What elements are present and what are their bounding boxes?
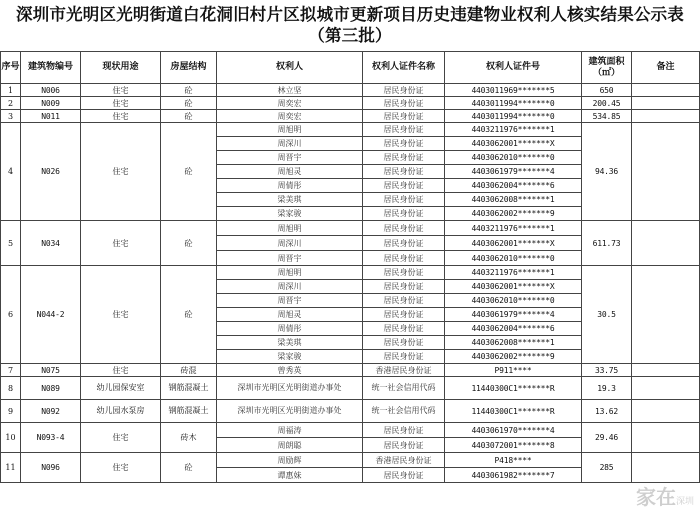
cell-owner: 谭惠妹 (217, 468, 363, 483)
cell-cert-name: 居民身份证 (363, 193, 445, 207)
cell-seq: 6 (1, 266, 21, 364)
watermark (636, 481, 694, 510)
cell-owner: 梁美琪 (217, 193, 363, 207)
cell-cert-no: 4403062004*******6 (445, 322, 582, 336)
cell-cert-name: 居民身份证 (363, 110, 445, 123)
cell-remark (632, 364, 700, 377)
cell-seq: 3 (1, 110, 21, 123)
cell-owner: 周倩彤 (217, 322, 363, 336)
cell-building-no: N006 (21, 84, 81, 97)
header-usage: 现状用途 (81, 52, 161, 84)
table-row (1, 423, 700, 438)
cell-cert-name: 香港居民身份证 (363, 364, 445, 377)
header-remark: 备注 (632, 52, 700, 84)
cell-cert-no: 11440300C1*******R (445, 377, 582, 400)
cell-cert-name: 居民身份证 (363, 97, 445, 110)
cell-cert-no: 4403062008*******1 (445, 193, 582, 207)
cell-area: 285 (582, 453, 632, 483)
cell-owner: 周旭明 (217, 123, 363, 137)
cell-owner: 周旭明 (217, 221, 363, 236)
cell-usage: 住宅 (81, 221, 161, 266)
cell-seq: 5 (1, 221, 21, 266)
header-building-no: 建筑物编号 (21, 52, 81, 84)
cell-cert-name: 居民身份证 (363, 336, 445, 350)
cell-cert-no: 4403062010*******0 (445, 151, 582, 165)
cell-cert-no: 4403211976*******1 (445, 266, 582, 280)
cell-seq: 10 (1, 423, 21, 453)
cell-cert-name: 居民身份证 (363, 165, 445, 179)
cell-owner: 周深川 (217, 137, 363, 151)
cell-cert-name: 居民身份证 (363, 294, 445, 308)
cell-structure: 砼 (161, 453, 217, 483)
cell-owner: 周旭灵 (217, 165, 363, 179)
cell-owner: 周旭灵 (217, 308, 363, 322)
cell-cert-no: 4403062004*******6 (445, 179, 582, 193)
header-area: 建筑面积（㎡） (582, 52, 632, 84)
cell-cert-no: P418**** (445, 453, 582, 468)
cell-cert-no: 4403061979*******4 (445, 165, 582, 179)
cell-cert-name: 居民身份证 (363, 266, 445, 280)
cell-building-no: N096 (21, 453, 81, 483)
cell-structure: 砼 (161, 97, 217, 110)
notice-table (0, 51, 700, 483)
cell-cert-no: 4403011994*******0 (445, 110, 582, 123)
cell-usage: 幼儿园水泵房 (81, 400, 161, 423)
cell-area: 29.46 (582, 423, 632, 453)
cell-remark (632, 123, 700, 221)
cell-building-no: N044-2 (21, 266, 81, 364)
cell-structure: 砖木 (161, 423, 217, 453)
cell-structure: 砼 (161, 110, 217, 123)
cell-owner: 周励辉 (217, 453, 363, 468)
cell-structure: 砼 (161, 123, 217, 221)
cell-building-no: N034 (21, 221, 81, 266)
cell-owner: 周晋宇 (217, 294, 363, 308)
cell-cert-name: 居民身份证 (363, 207, 445, 221)
cell-cert-no: 4403062001*******X (445, 137, 582, 151)
title-line-1: 深圳市光明区光明街道白花洞旧村片区拟城市更新项目历史违建物业权利人核实结果公示表 (16, 5, 684, 24)
title-line-2: （第三批） (308, 26, 392, 45)
cell-owner: 深圳市光明区光明街道办事处 (217, 377, 363, 400)
cell-usage: 住宅 (81, 110, 161, 123)
cell-remark (632, 110, 700, 123)
cell-cert-no: 4403011969*******5 (445, 84, 582, 97)
cell-remark (632, 97, 700, 110)
cell-area: 13.62 (582, 400, 632, 423)
cell-structure: 砼 (161, 84, 217, 97)
cell-cert-no: 4403062002*******9 (445, 350, 582, 364)
cell-structure: 砖混 (161, 364, 217, 377)
cell-cert-name: 统一社会信用代码 (363, 400, 445, 423)
cell-cert-no: 4403062001*******X (445, 236, 582, 251)
table-row (1, 266, 700, 280)
cell-usage: 住宅 (81, 364, 161, 377)
cell-owner: 梁家骏 (217, 207, 363, 221)
cell-usage: 幼儿园保安室 (81, 377, 161, 400)
cell-owner: 周晋宇 (217, 151, 363, 165)
cell-owner: 梁美琪 (217, 336, 363, 350)
cell-cert-no: 4403062010*******0 (445, 294, 582, 308)
header-cert-name: 权利人证件名称 (363, 52, 445, 84)
cell-cert-name: 居民身份证 (363, 137, 445, 151)
cell-owner: 周奕宏 (217, 97, 363, 110)
cell-cert-name: 居民身份证 (363, 123, 445, 137)
cell-area: 30.5 (582, 266, 632, 364)
table-row (1, 400, 700, 423)
cell-area: 200.45 (582, 97, 632, 110)
cell-cert-name: 居民身份证 (363, 251, 445, 266)
cell-cert-name: 居民身份证 (363, 179, 445, 193)
cell-usage: 住宅 (81, 266, 161, 364)
cell-cert-name: 居民身份证 (363, 221, 445, 236)
cell-cert-no: 11440300C1*******R (445, 400, 582, 423)
cell-remark (632, 266, 700, 364)
cell-building-no: N093-4 (21, 423, 81, 453)
cell-cert-name: 居民身份证 (363, 280, 445, 294)
cell-remark (632, 423, 700, 453)
cell-structure: 钢筋混凝土 (161, 377, 217, 400)
cell-cert-name: 居民身份证 (363, 438, 445, 453)
cell-cert-name: 居民身份证 (363, 151, 445, 165)
cell-cert-no: 4403062008*******1 (445, 336, 582, 350)
table-header-row (1, 52, 700, 84)
header-seq: 序号 (1, 52, 21, 84)
cell-usage: 住宅 (81, 453, 161, 483)
cell-cert-no: 4403062010*******0 (445, 251, 582, 266)
cell-area: 611.73 (582, 221, 632, 266)
page-title (0, 0, 700, 46)
cell-area: 650 (582, 84, 632, 97)
cell-owner: 周深川 (217, 280, 363, 294)
cell-seq: 2 (1, 97, 21, 110)
cell-seq: 11 (1, 453, 21, 483)
cell-cert-name: 居民身份证 (363, 84, 445, 97)
cell-cert-no: 4403062001*******X (445, 280, 582, 294)
cell-structure: 钢筋混凝土 (161, 400, 217, 423)
header-structure: 房屋结构 (161, 52, 217, 84)
table-row (1, 364, 700, 377)
table-row (1, 123, 700, 137)
cell-remark (632, 221, 700, 266)
cell-cert-name: 香港居民身份证 (363, 453, 445, 468)
cell-owner: 周倩彤 (217, 179, 363, 193)
table-body (1, 84, 700, 483)
cell-cert-name: 统一社会信用代码 (363, 377, 445, 400)
cell-cert-name: 居民身份证 (363, 236, 445, 251)
cell-seq: 7 (1, 364, 21, 377)
cell-cert-no: 4403061979*******4 (445, 308, 582, 322)
cell-area: 534.85 (582, 110, 632, 123)
table-row (1, 97, 700, 110)
cell-cert-name: 居民身份证 (363, 322, 445, 336)
cell-building-no: N026 (21, 123, 81, 221)
cell-building-no: N009 (21, 97, 81, 110)
header-cert-no: 权利人证件号 (445, 52, 582, 84)
cell-usage: 住宅 (81, 97, 161, 110)
cell-owner: 周福涛 (217, 423, 363, 438)
cell-owner: 曾秀英 (217, 364, 363, 377)
header-owner: 权利人 (217, 52, 363, 84)
cell-cert-name: 居民身份证 (363, 350, 445, 364)
cell-seq: 1 (1, 84, 21, 97)
cell-seq: 4 (1, 123, 21, 221)
cell-area: 19.3 (582, 377, 632, 400)
cell-structure: 砼 (161, 266, 217, 364)
cell-building-no: N089 (21, 377, 81, 400)
cell-remark (632, 453, 700, 483)
table-row (1, 84, 700, 97)
cell-remark (632, 84, 700, 97)
cell-usage: 住宅 (81, 84, 161, 97)
cell-owner: 林立坚 (217, 84, 363, 97)
cell-owner: 周朗聪 (217, 438, 363, 453)
cell-cert-name: 居民身份证 (363, 468, 445, 483)
cell-cert-no: 4403211976*******1 (445, 221, 582, 236)
table-row (1, 453, 700, 468)
cell-remark (632, 400, 700, 423)
cell-building-no: N075 (21, 364, 81, 377)
cell-seq: 9 (1, 400, 21, 423)
cell-building-no: N092 (21, 400, 81, 423)
cell-cert-no: 4403211976*******1 (445, 123, 582, 137)
cell-owner: 深圳市光明区光明街道办事处 (217, 400, 363, 423)
cell-building-no: N011 (21, 110, 81, 123)
cell-usage: 住宅 (81, 423, 161, 453)
table-row (1, 221, 700, 236)
cell-seq: 8 (1, 377, 21, 400)
cell-structure: 砼 (161, 221, 217, 266)
watermark-text: 家在 (635, 485, 676, 509)
cell-area: 33.75 (582, 364, 632, 377)
cell-owner: 周晋宇 (217, 251, 363, 266)
cell-owner: 周深川 (217, 236, 363, 251)
cell-usage: 住宅 (81, 123, 161, 221)
cell-owner: 周旭明 (217, 266, 363, 280)
cell-cert-no: 4403011994*******0 (445, 97, 582, 110)
cell-cert-name: 居民身份证 (363, 308, 445, 322)
cell-area: 94.36 (582, 123, 632, 221)
cell-owner: 周奕宏 (217, 110, 363, 123)
cell-owner: 梁家骏 (217, 350, 363, 364)
table-row (1, 377, 700, 400)
cell-remark (632, 377, 700, 400)
cell-cert-no: 4403061982*******7 (445, 468, 582, 483)
table-row (1, 110, 700, 123)
cell-cert-name: 居民身份证 (363, 423, 445, 438)
cell-cert-no: 4403072001*******8 (445, 438, 582, 453)
watermark-sub: 深圳 (675, 497, 694, 507)
cell-cert-no: P911**** (445, 364, 582, 377)
cell-cert-no: 4403061970*******4 (445, 423, 582, 438)
cell-cert-no: 4403062002*******9 (445, 207, 582, 221)
